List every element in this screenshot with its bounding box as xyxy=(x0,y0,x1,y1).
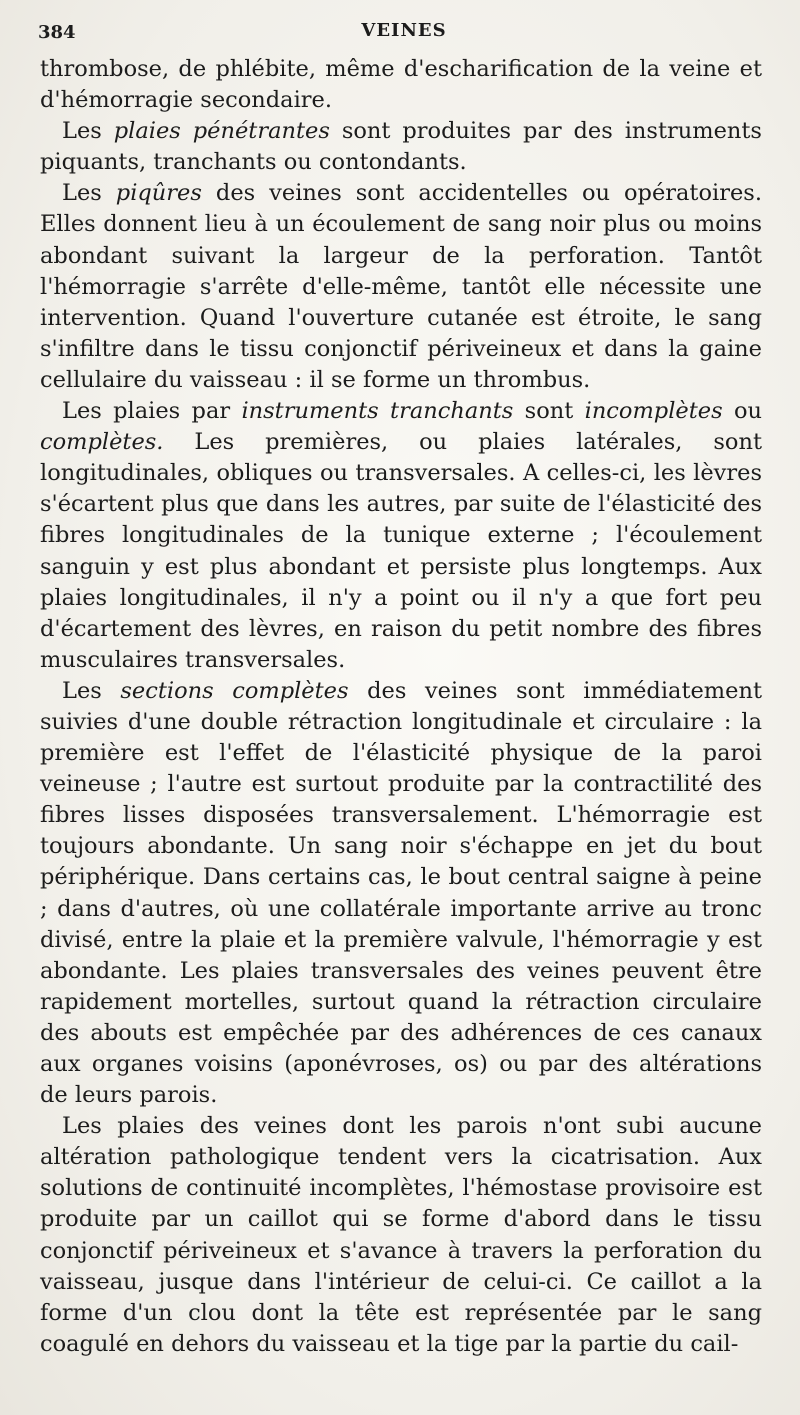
italic-term: plaies pénétrantes xyxy=(113,118,330,145)
italic-term: sections complètes xyxy=(120,677,349,704)
text-run: thrombose, de phlébite, même d'escharification de la veine et d'hémorragie secondaire. xyxy=(40,56,762,114)
text-run: des veines sont immédiatement suivies d'une double rétraction longitudinale et circulaire : la première est l'effet de l'élasticité physique de la paroi veineuse ; l'autre est surtout produite par la contractilité des fibres lisses disposées transversalement. L'hémorragie est toujours abondante. Un sang noir s'échappe en jet du bout périphérique. Dans certains cas, le bout central saigne à peine ; dans d'autres, où une collatérale importante arrive au tronc divisé, entre la plaie et la première valvule, l'hémorragie y est abondante. Les plaies transversales des veines peuvent être rapidement mortelles, surtout quand la rétraction circulaire des abouts est empêchée par des adhérences de ces canaux aux organes voisins (aponévroses, os) ou par des altérations de leurs parois. xyxy=(40,677,762,1109)
text-run: Les xyxy=(62,118,114,145)
text-run: des veines sont accidentelles ou opératoires. Elles donnent lieu à un écoulement de sang noir plus ou moins abondant suivant la largeur de la perforation. Tantôt l'hémorragie s'arrête d'elle-même, tantôt elle nécessite une intervention. Quand l'ouverture cutanée est étroite, le sang s'infiltre dans le tissu conjonctif périveineux et dans la gaine cellulaire du vaisseau : il se forme un thrombus. xyxy=(40,180,762,393)
paragraph xyxy=(40,116,762,178)
text-run: Les xyxy=(62,180,116,207)
italic-term: piqûres xyxy=(115,180,202,207)
italic-term: incomplètes xyxy=(584,398,723,425)
text-run: Les premières, ou plaies latérales, sont longitudinales, obliques ou transversales. A celles-ci, les lèvres s'écartent plus que dans les autres, par suite de l'élasticité des fibres longitudinales de la tunique externe ; l'écoulement sanguin y est plus abondant et persiste plus longtemps. Aux plaies longitudinales, il n'y a point ou il n'y a que fort peu d'écartement des lèvres, en raison du petit nombre des fibres musculaires transversales. xyxy=(40,429,762,673)
text-run: Les xyxy=(62,677,121,704)
running-head xyxy=(38,18,770,46)
italic-term: instruments tranchants xyxy=(241,398,514,425)
paragraph xyxy=(40,178,762,396)
text-run: Les plaies par xyxy=(62,398,242,425)
paragraph xyxy=(40,396,762,676)
text-run: Les plaies des veines dont les parois n'ont subi aucune altération pathologique tendent vers la cicatrisation. Aux solutions de continuité incomplètes, l'hémostase provisoire est produite par un caillot qui se forme d'abord dans le tissu conjonctif périveineux et s'avance à travers la perforation du vaisseau, jusque dans l'intérieur de celui-ci. Ce caillot a la forme d'un clou dont la tête est représentée par le sang coagulé en dehors du vaisseau et la tige par la partie du cail- xyxy=(40,1113,762,1357)
italic-term: complètes. xyxy=(40,429,164,456)
body-text xyxy=(40,54,762,1360)
paragraph xyxy=(40,54,762,116)
paragraph xyxy=(40,676,762,1111)
text-run: sont xyxy=(513,398,585,425)
page-number: 384 xyxy=(38,22,76,43)
text-run: ou xyxy=(722,398,762,425)
paragraph xyxy=(40,1111,762,1360)
text-run: sont produites par des instruments piquants, tranchants ou contondants. xyxy=(40,118,762,176)
running-title: VEINES xyxy=(361,20,447,41)
